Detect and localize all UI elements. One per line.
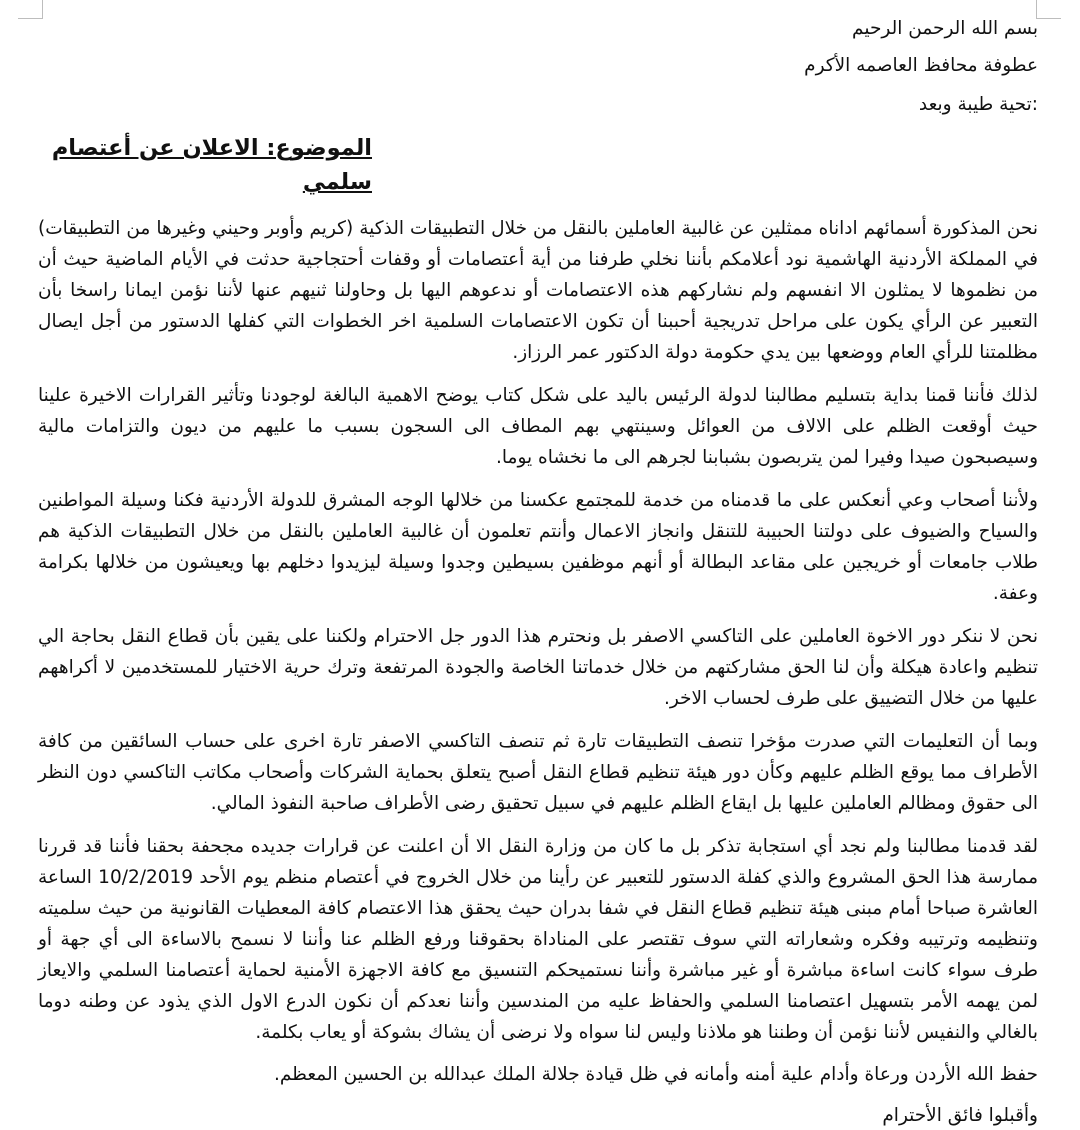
page-corner-mark-right [1036, 0, 1061, 19]
paragraph-4: نحن لا ننكر دور الاخوة العاملين على التاكسي الاصفر بل ونحترم هذا الدور جل الاحترام ولكننا على يقين بأن قطاع النقل بحاجة الي تنظيم واعادة هيكلة وأن لنا الحق مشاركتهم من خلال خدماتنا الخاصة والجودة المرتفعة وترك حرية الاختيار للمستخدمين لا أكراههم عليها من خلال التضييق على طرف لحساب الاخر. [38, 626, 1038, 709]
paragraph-6: لقد قدمنا مطالبنا ولم نجد أي استجابة تذكر بل ما كان من وزارة النقل الا أن اعلنت عن قرارات جديده مجحفة بحقنا فأننا قد قررنا ممارسة هذا الحق المشروع والذي كفلة الدستور للتعبير عن رأينا من خلال الخروج في أعتصام منظم يوم الأحد 10/2/2019 الساعة العاشرة صباحا أمام مبنى هيئة تنظيم قطاع النقل في شفا بدران حيث يحقق هذا الاعتصام كافة المعطيات القانونية من حيث سلميته وتنظيمه وترتيبه وفكره وشعاراته التي سوف تقتصر على المناداة بحقوقنا ورفع الظلم عنا وأننا لا نسمح بالاساءة الى أي جهة أو طرف سواء كانت اساءة مباشرة أو غير مباشرة وأننا نستميحكم التنسيق مع كافة الاجهزة الأمنية لحماية أعتصامنا السلمي والايعاز لمن يهمه الأمر بتسهيل اعتصامنا السلمي والحفاظ عليه من المندسين وأننا نعدكم أن نكون الدرع الاول الذي يذود عن وطنه دوما بالغالي والنفيس لأننا نؤمن أن وطننا هو ملاذنا وليس لنا سواه ولا نرضى أن يشاك بشوكة أو يعاب بكلمة. [38, 836, 1038, 1043]
addressee: عطوفة محافظ العاصمه الأكرم [804, 55, 1038, 76]
closing-prayer: حفظ الله الأردن ورعاة وأدام علية أمنه وأمانه في ظل قيادة جلالة الملك عبدالله بن الحسين المعظم. [273, 1064, 1038, 1085]
basmala: بسم الله الرحمن الرحيم [852, 18, 1038, 39]
document-page [38, 14, 1038, 1130]
paragraph-5: وبما أن التعليمات التي صدرت مؤخرا تنصف التطبيقات تارة ثم تنصف التاكسي الاصفر تارة اخرى على حساب السائقين من كافة الأطراف مما يوقع الظلم عليهم وكأن دور هيئة تنظيم قطاع النقل أصبح يتعلق بحماية الشركات وأصحاب مكاتب التاكسي دون النظر الى حقوق ومظالم العاملين عليها بل ايقاع الظلم عليهم في سبيل تحقيق رضى الأطراف صاحبة النفوذ المالي. [38, 731, 1038, 814]
paragraph-1: نحن المذكورة أسمائهم اداناه ممثلين عن غالبية العاملين بالنقل من خلال التطبيقات الذكية (كريم وأوبر وحيني وغيرها من التطبيقات) في المملكة الأردنية الهاشمية نود أعلامكم بأننا نخلي طرفنا من أية أعتصامات أو وقفات أحتجاجية حدثت في الأيام الماضية حيث أن من نظموها لا يمثلون الا انفسهم ولم نشاركهم هذه الاعتصامات أو ندعوهم اليها بل وحاولنا ثنيهم عنها لأننا نؤمن ايمانا راسخا بأن التعبير عن الرأي يكون على مراحل تدريجية أحببنا أن تكون الاعتصامات السلمية اخر الخطوات التي كفلها الدستور من أجل ايصال مظلمتنا للرأي العام ووضعها بين يدي حكومة دولة الدكتور عمر الرزاز. [38, 218, 1038, 363]
greeting: :تحية طيبة وبعد [918, 94, 1038, 115]
paragraph-3: ولأننا أصحاب وعي أنعكس على ما قدمناه من خدمة للمجتمع عكسنا من خلالها الوجه المشرق للدولة الأردنية فكنا وسيلة المواطنين والسياح والضيوف على دولتنا الحبيبة للتنقل وانجاز الاعمال وأنتم تعلمون أن غالبية العاملين بالنقل من خلال التطبيقات الذكية هم طلاب جامعات أو خريجين على مقاعد البطالة أو أنهم موظفين بسيطين وجدوا وسيلة ليزيدوا دخلهم بها ويعيشون من خلالها بكرامة وعفة. [38, 490, 1038, 604]
subject-heading: الموضوع: الاعلان عن أعتصام سلمي [51, 135, 372, 195]
closing-regards: وأقبلوا فائق الأحترام [882, 1105, 1038, 1126]
paragraph-2: لذلك فأننا قمنا بداية بتسليم مطالبنا لدولة الرئيس باليد على شكل كتاب يوضح الاهمية البالغة لوجودنا وتأثير القرارات الاخيرة علينا حيث أوقعت الظلم على الالاف من العوائل وسينتهي بهم المطاف الى السجون بسبب ما عليهم من ديون والتزامات مالية وسيصبحون صيدا وفيرا لمن يتربصون بشبابنا لجرهم الى ما نخشاه يوما. [38, 385, 1038, 468]
